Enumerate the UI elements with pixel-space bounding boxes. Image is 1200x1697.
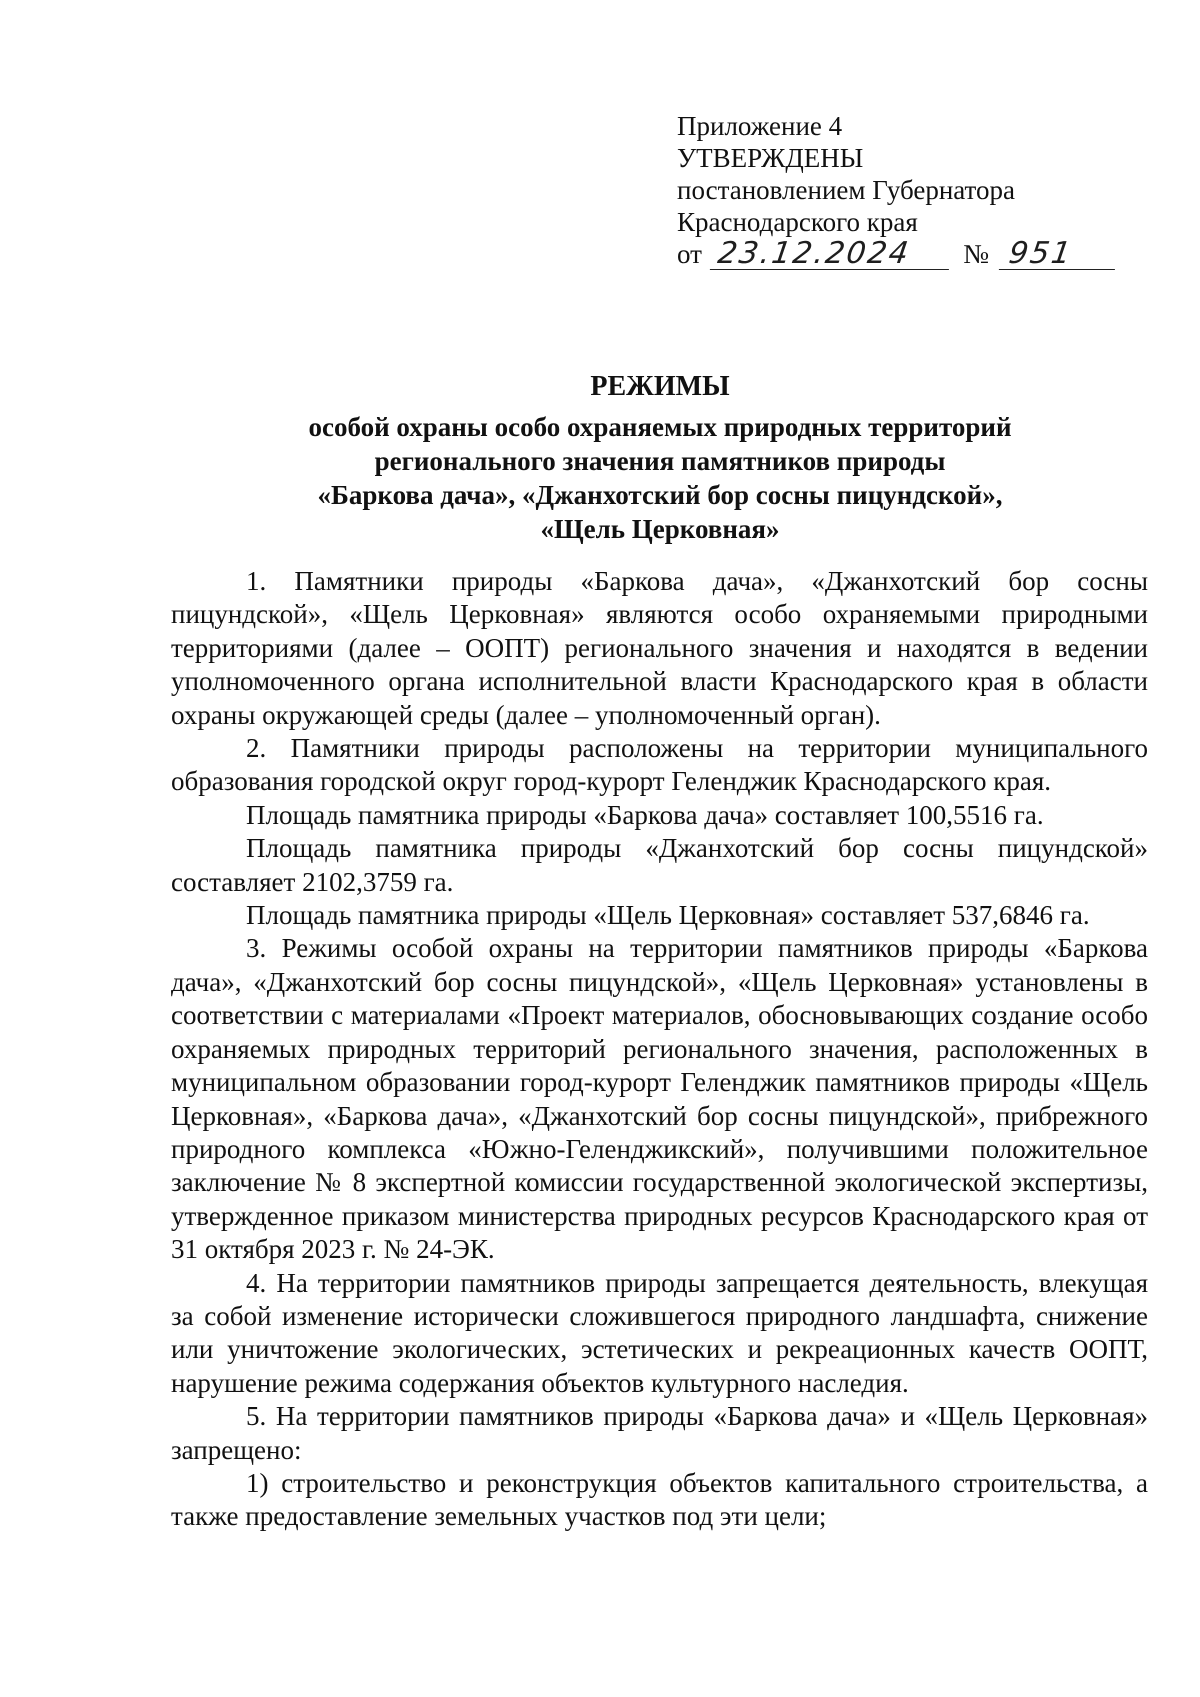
approval-block xyxy=(677,110,1117,270)
handwritten-date: 23.12.2024 xyxy=(710,239,954,270)
paragraph-area-tserkovnaya: Площадь памятника природы «Щель Церковная» составляет 537,6846 га. xyxy=(246,900,1090,931)
date-prefix: от xyxy=(677,239,702,269)
handwritten-number: 951 xyxy=(999,239,1119,270)
paragraph-3: 3. Режимы особой охраны на территории памятников природы «Баркова дача», «Джанхотский бор сосны пицундской», «Щель Церковная» установлены в соответствии с материалами «Проект материалов, обосновывающих создание особо охраняемых природных территорий регионального значения, расположенных в муниципальном образовании город-курорт Геленджик памятников природы «Щель Церковная», «Баркова дача», «Джанхотский бор сосны пицундской», прибрежного природного комплекса «Южно-Геленджикский», получившими положительное заключение № 8 экспертной комиссии государственной экологической экспертизы, утвержденное приказом министерства природных ресурсов Краснодарского края от 31 октября 2023 г. № 24-ЭК. xyxy=(171,933,1148,1265)
region-label: Краснодарского края xyxy=(677,207,918,237)
resolution-label: постановлением Губернатора xyxy=(677,175,1015,205)
title-line-2: регионального значения памятников природы xyxy=(374,446,946,476)
document-body xyxy=(171,565,1148,1534)
paragraph-2: 2. Памятники природы расположены на территории муниципального образования городской округ город-курорт Геленджик Краснодарского края. xyxy=(171,733,1148,797)
title-line-3: «Баркова дача», «Джанхотский бор сосны пицундской», xyxy=(317,480,1003,510)
appendix-label: Приложение 4 xyxy=(677,111,843,141)
date-number-line xyxy=(677,238,1117,270)
title-line-1: особой охраны особо охраняемых природных территорий xyxy=(308,412,1012,442)
approved-label: УТВЕРЖДЕНЫ xyxy=(677,143,864,173)
paragraph-1: 1. Памятники природы «Баркова дача», «Джанхотский бор сосны пицундской», «Щель Церковная» являются особо охраняемыми природными территориями (далее – ООПТ) регионального значения и находятся в ведении уполномоченного органа исполнительной власти Краснодарского края в области охраны окружающей среды (далее – уполномоченный орган). xyxy=(171,566,1148,730)
document-title xyxy=(170,370,1150,546)
title-main: РЕЖИМЫ xyxy=(590,371,730,402)
title-line-4: «Щель Церковная» xyxy=(540,514,780,544)
paragraph-area-barkova: Площадь памятника природы «Баркова дача» составляет 100,5516 га. xyxy=(246,799,1044,830)
paragraph-5-item-1: 1) строительство и реконструкция объектов капитального строительства, а также предоставление земельных участков под эти цели; xyxy=(171,1467,1148,1532)
paragraph-5: 5. На территории памятников природы «Баркова дача» и «Щель Церковная» запрещено: xyxy=(171,1401,1148,1465)
paragraph-area-dzhankhot: Площадь памятника природы «Джанхотский бор сосны пицундской» составляет 2102,3759 га. xyxy=(171,833,1148,897)
paragraph-4: 4. На территории памятников природы запрещается деятельность, влекущая за собой изменение исторически сложившегося природного ландшафта, снижение или уничтожение экологических, эстетических и рекреационных качеств ООПТ, нарушение режима содержания объектов культурного наследия. xyxy=(171,1267,1148,1398)
number-sign: № xyxy=(963,239,990,269)
